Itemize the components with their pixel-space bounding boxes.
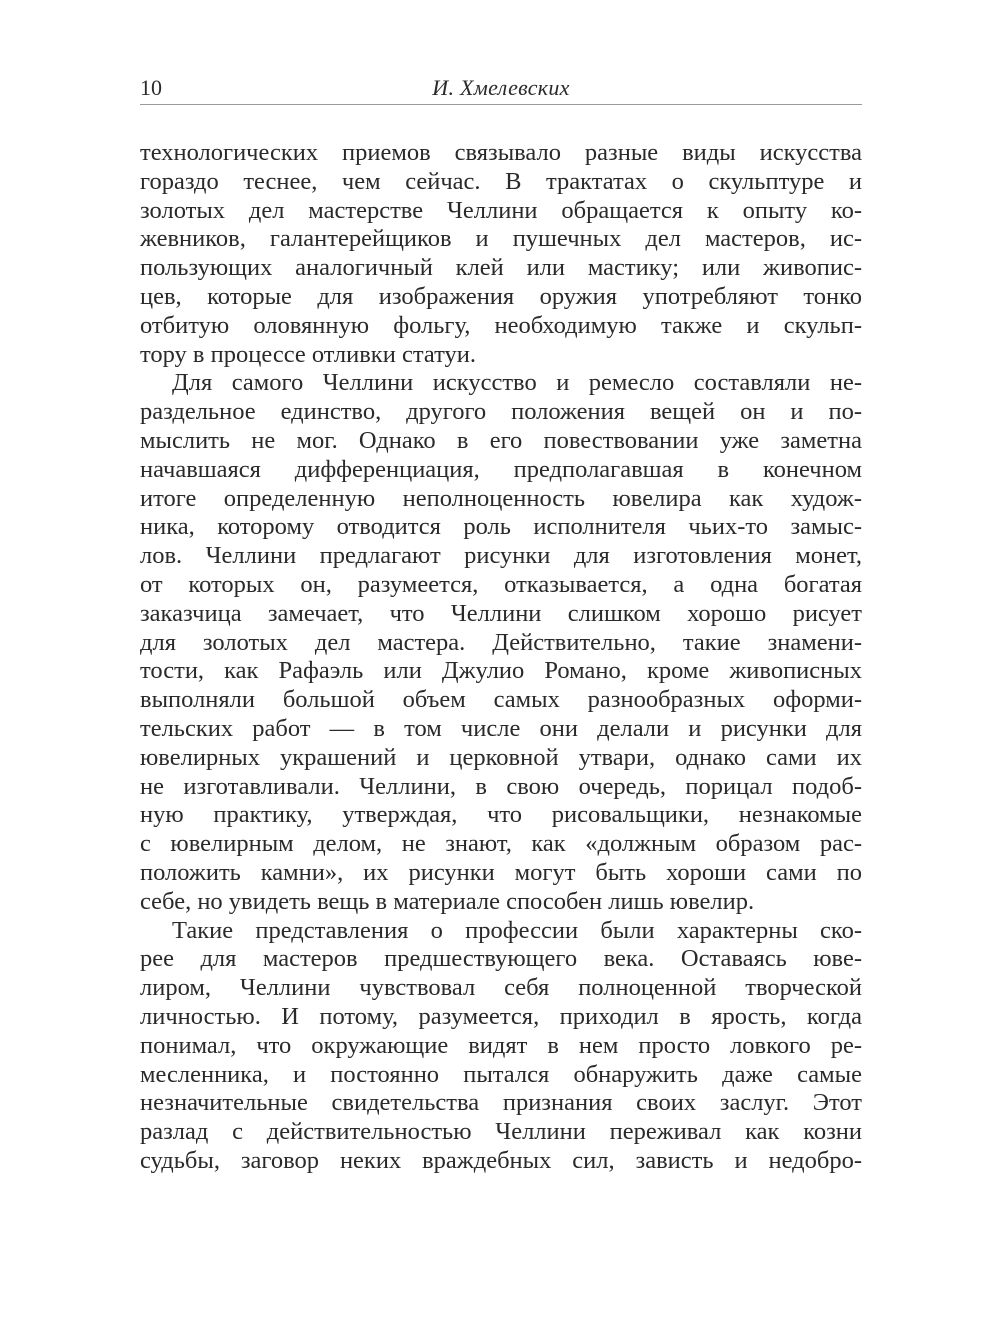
body-text <box>140 139 862 1176</box>
paragraph-2 <box>140 369 862 916</box>
text-line: итоге определенную неполноценность ювелира как худож- <box>140 484 862 512</box>
text-line: ную практику, утверждая, что рисовальщики, незнакомые <box>140 801 862 829</box>
text-line: начавшаяся дифференциация, предполагавшая в конечном <box>140 455 862 483</box>
text-line: судьбы, заговор неких враждебных сил, зависть и недобро- <box>140 1146 862 1174</box>
text-line: технологических приемов связывало разные виды искусства <box>140 139 862 166</box>
text-line: разлад с действительностью Челлини переживал как козни <box>140 1118 862 1146</box>
text-line: незначительные свидетельства признания своих заслуг. Этот <box>140 1089 862 1117</box>
text-line: месленника, и постоянно пытался обнаружить даже самые <box>140 1060 862 1088</box>
text-line: тору в процессе отливки статуи. <box>140 340 476 368</box>
page-number: 10 <box>140 75 162 100</box>
text-line: рее для мастеров предшествующего века. Оставаясь юве- <box>140 945 862 973</box>
text-line: жевников, галантерейщиков и пушечных дел мастеров, ис- <box>140 225 862 253</box>
text-line: для золотых дел мастера. Действительно, такие знамени- <box>140 628 862 656</box>
text-line: золотых дел мастерстве Челлини обращается к опыту ко- <box>140 196 862 224</box>
text-line: мыслить не мог. Однако в его повествовании уже заметна <box>140 426 862 454</box>
text-line: ювелирных украшений и церковной утвари, однако сами их <box>140 743 862 771</box>
text-line: личностью. И потому, разумеется, приходил в ярость, когда <box>140 1002 862 1030</box>
text-line: с ювелирным делом, не знают, как «должным образом рас- <box>140 830 862 858</box>
text-line: положить камни», их рисунки могут быть хороши сами по <box>140 858 862 886</box>
text-line: лиром, Челлини чувствовал себя полноценной творческой <box>140 974 862 1002</box>
text-line: раздельное единство, другого положения вещей он и по- <box>140 398 862 426</box>
text-line: Такие представления о профессии были характерны ско- <box>172 916 862 944</box>
text-line: понимал, что окружающие видят в нем просто ловкого ре- <box>140 1031 862 1059</box>
text-line: от которых он, разумеется, отказывается, а одна богатая <box>140 570 862 598</box>
text-line: не изготавливали. Челлини, в свою очередь, порицал подоб- <box>140 772 862 800</box>
text-line: цев, которые для изображения оружия употребляют тонко <box>140 282 862 310</box>
text-line: выполняли большой объем самых разнообразных оформи- <box>140 686 862 714</box>
text-line: пользующих аналогичный клей или мастику; или живопис- <box>140 254 862 282</box>
running-head <box>140 70 862 105</box>
text-line: ника, которому отводится роль исполнителя чьих-то замыс- <box>140 513 862 541</box>
paragraph-3 <box>140 917 862 1176</box>
text-line: гораздо теснее, чем сейчас. В трактатах о скульптуре и <box>140 167 862 195</box>
text-line: лов. Челлини предлагают рисунки для изготовления монет, <box>140 542 862 570</box>
text-line: тости, как Рафаэль или Джулио Романо, кроме живописных <box>140 657 862 685</box>
text-line: себе, но увидеть вещь в материале способен лишь ювелир. <box>140 887 755 915</box>
text-line: отбитую оловянную фольгу, необходимую также и скульп- <box>140 311 862 339</box>
paragraph-1 <box>140 139 862 369</box>
text-line: заказчица замечает, что Челлини слишком хорошо рисует <box>140 599 862 627</box>
text-line: Для самого Челлини искусство и ремесло составляли не- <box>172 369 862 397</box>
text-line: тельских работ — в том числе они делали и рисунки для <box>140 714 862 742</box>
running-head-author: И. Хмелевских <box>432 75 570 100</box>
